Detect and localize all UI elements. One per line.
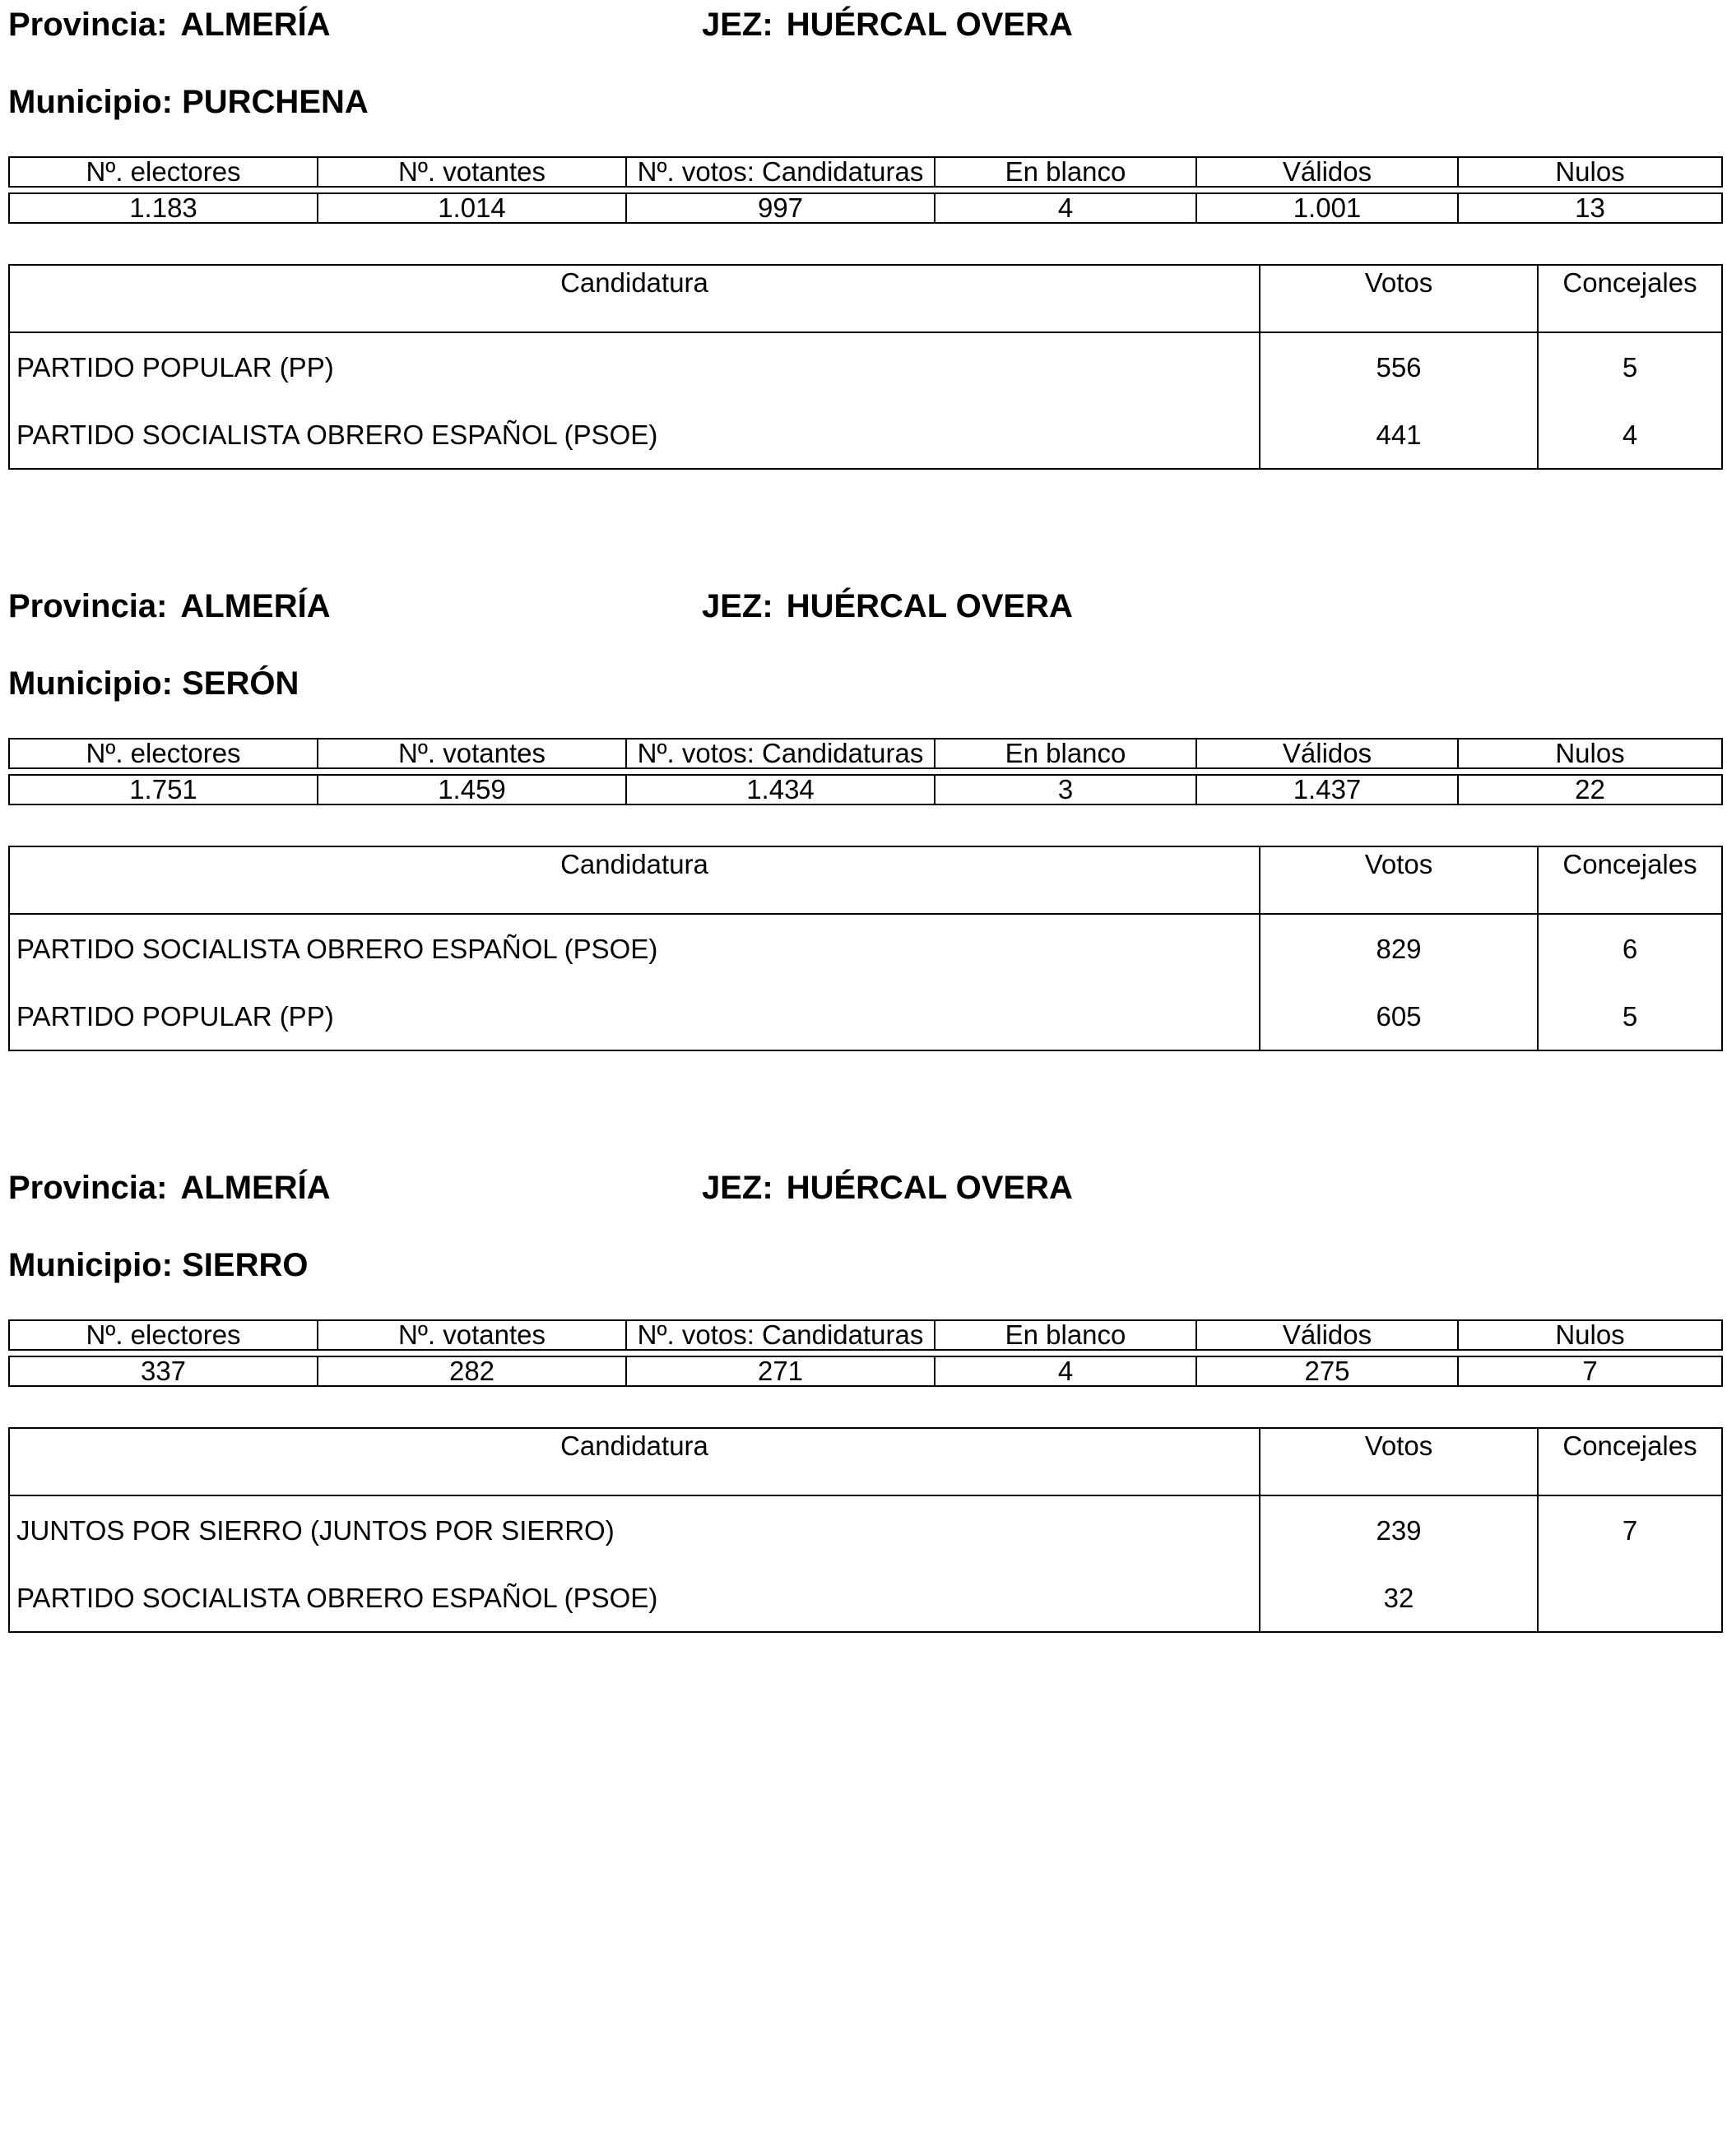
candidatura-concejales: 7 <box>1538 1495 1722 1565</box>
header-nulos: Nulos <box>1458 1320 1722 1350</box>
candidatura-concejales: 4 <box>1538 402 1722 469</box>
candidatura-concejales <box>1538 1565 1722 1632</box>
jez-value: HUÉRCAL OVERA <box>786 588 1073 624</box>
provincia-header <box>8 587 331 626</box>
value-votos-candidaturas: 1.434 <box>626 775 935 804</box>
header-votantes: Nº. votantes <box>318 157 626 187</box>
municipio-label: Municipio: <box>8 84 173 120</box>
candidatura-concejales: 5 <box>1538 332 1722 402</box>
provincia-header <box>8 5 331 44</box>
municipio-value: PURCHENA <box>182 84 369 120</box>
stats-values-row <box>9 775 1722 804</box>
candidatura-row <box>9 1495 1722 1565</box>
municipio-value: SERÓN <box>182 665 299 702</box>
header-concejales: Concejales <box>1538 1428 1722 1495</box>
candidatura-name: PARTIDO SOCIALISTA OBRERO ESPAÑOL (PSOE) <box>9 1565 1260 1632</box>
value-validos: 1.001 <box>1196 193 1458 223</box>
value-votos-candidaturas: 997 <box>626 193 935 223</box>
candidatura-votos: 441 <box>1260 402 1538 469</box>
jez-header <box>702 5 1073 44</box>
municipio-header <box>8 82 369 122</box>
value-validos: 1.437 <box>1196 775 1458 804</box>
candidatura-row <box>9 914 1722 984</box>
stats-header-table <box>8 738 1723 769</box>
stats-header-row <box>9 739 1722 768</box>
stats-header-table <box>8 1319 1723 1351</box>
header-validos: Válidos <box>1196 739 1458 768</box>
value-votantes: 1.014 <box>318 193 626 223</box>
jez-label: JEZ: <box>702 7 773 43</box>
header-electores: Nº. electores <box>9 1320 318 1350</box>
header-electores: Nº. electores <box>9 739 318 768</box>
jez-label: JEZ: <box>702 588 773 624</box>
header-votantes: Nº. votantes <box>318 1320 626 1350</box>
candidatura-concejales: 6 <box>1538 914 1722 984</box>
municipio-header <box>8 664 299 703</box>
jez-value: HUÉRCAL OVERA <box>786 7 1073 43</box>
value-votantes: 282 <box>318 1356 626 1386</box>
provincia-value: ALMERÍA <box>180 7 331 43</box>
municipio-header <box>8 1245 308 1285</box>
municipio-block-sierro <box>8 1168 1721 1637</box>
header-validos: Válidos <box>1196 1320 1458 1350</box>
value-nulos: 22 <box>1458 775 1722 804</box>
candidatura-name: PARTIDO POPULAR (PP) <box>9 332 1260 402</box>
candidatura-name: PARTIDO SOCIALISTA OBRERO ESPAÑOL (PSOE) <box>9 914 1260 984</box>
provincia-value: ALMERÍA <box>180 588 331 624</box>
municipio-block-seron <box>8 587 1721 1055</box>
stats-values-table <box>8 1356 1723 1387</box>
candidatura-name: PARTIDO SOCIALISTA OBRERO ESPAÑOL (PSOE) <box>9 402 1260 469</box>
candidaturas-table <box>8 846 1723 1051</box>
value-en-blanco: 4 <box>935 1356 1196 1386</box>
stats-values-table <box>8 192 1723 224</box>
jez-label: JEZ: <box>702 1170 773 1206</box>
value-electores: 1.751 <box>9 775 318 804</box>
header-votos-candidaturas: Nº. votos: Candidaturas <box>626 1320 935 1350</box>
header-votos-candidaturas: Nº. votos: Candidaturas <box>626 157 935 187</box>
header-votos: Votos <box>1260 1428 1538 1495</box>
jez-value: HUÉRCAL OVERA <box>786 1170 1073 1206</box>
header-votos: Votos <box>1260 265 1538 332</box>
candidaturas-header-row <box>9 1428 1722 1495</box>
header-votantes: Nº. votantes <box>318 739 626 768</box>
header-candidatura: Candidatura <box>9 265 1260 332</box>
header-votos-candidaturas: Nº. votos: Candidaturas <box>626 739 935 768</box>
municipio-label: Municipio: <box>8 1247 173 1283</box>
provincia-label: Provincia: <box>8 588 168 624</box>
provincia-label: Provincia: <box>8 1170 168 1206</box>
header-nulos: Nulos <box>1458 739 1722 768</box>
header-concejales: Concejales <box>1538 846 1722 914</box>
header-en-blanco: En blanco <box>935 739 1196 768</box>
provincia-value: ALMERÍA <box>180 1170 331 1206</box>
candidatura-votos: 829 <box>1260 914 1538 984</box>
municipio-block-purchena <box>8 5 1721 474</box>
value-electores: 337 <box>9 1356 318 1386</box>
value-en-blanco: 4 <box>935 193 1196 223</box>
municipio-label: Municipio: <box>8 665 173 702</box>
candidaturas-header-row <box>9 265 1722 332</box>
value-validos: 275 <box>1196 1356 1458 1386</box>
stats-header-table <box>8 156 1723 188</box>
header-candidatura: Candidatura <box>9 1428 1260 1495</box>
stats-values-row <box>9 1356 1722 1386</box>
candidatura-row <box>9 1565 1722 1632</box>
candidaturas-table <box>8 264 1723 470</box>
candidatura-row <box>9 332 1722 402</box>
value-votos-candidaturas: 271 <box>626 1356 935 1386</box>
jez-header <box>702 587 1073 626</box>
stats-header-row <box>9 1320 1722 1350</box>
candidatura-votos: 556 <box>1260 332 1538 402</box>
header-en-blanco: En blanco <box>935 157 1196 187</box>
candidatura-votos: 605 <box>1260 984 1538 1050</box>
candidatura-votos: 32 <box>1260 1565 1538 1632</box>
provincia-header <box>8 1168 331 1208</box>
header-nulos: Nulos <box>1458 157 1722 187</box>
header-validos: Válidos <box>1196 157 1458 187</box>
jez-header <box>702 1168 1073 1208</box>
value-nulos: 13 <box>1458 193 1722 223</box>
stats-values-row <box>9 193 1722 223</box>
header-en-blanco: En blanco <box>935 1320 1196 1350</box>
municipio-value: SIERRO <box>182 1247 309 1283</box>
value-en-blanco: 3 <box>935 775 1196 804</box>
candidatura-concejales: 5 <box>1538 984 1722 1050</box>
stats-header-row <box>9 157 1722 187</box>
candidatura-row <box>9 984 1722 1050</box>
stats-values-table <box>8 774 1723 805</box>
header-votos: Votos <box>1260 846 1538 914</box>
candidatura-name: PARTIDO POPULAR (PP) <box>9 984 1260 1050</box>
candidatura-name: JUNTOS POR SIERRO (JUNTOS POR SIERRO) <box>9 1495 1260 1565</box>
value-votantes: 1.459 <box>318 775 626 804</box>
candidaturas-table <box>8 1427 1723 1633</box>
header-electores: Nº. electores <box>9 157 318 187</box>
provincia-label: Provincia: <box>8 7 168 43</box>
value-electores: 1.183 <box>9 193 318 223</box>
value-nulos: 7 <box>1458 1356 1722 1386</box>
candidaturas-header-row <box>9 846 1722 914</box>
header-concejales: Concejales <box>1538 265 1722 332</box>
candidatura-votos: 239 <box>1260 1495 1538 1565</box>
header-candidatura: Candidatura <box>9 846 1260 914</box>
candidatura-row <box>9 402 1722 469</box>
